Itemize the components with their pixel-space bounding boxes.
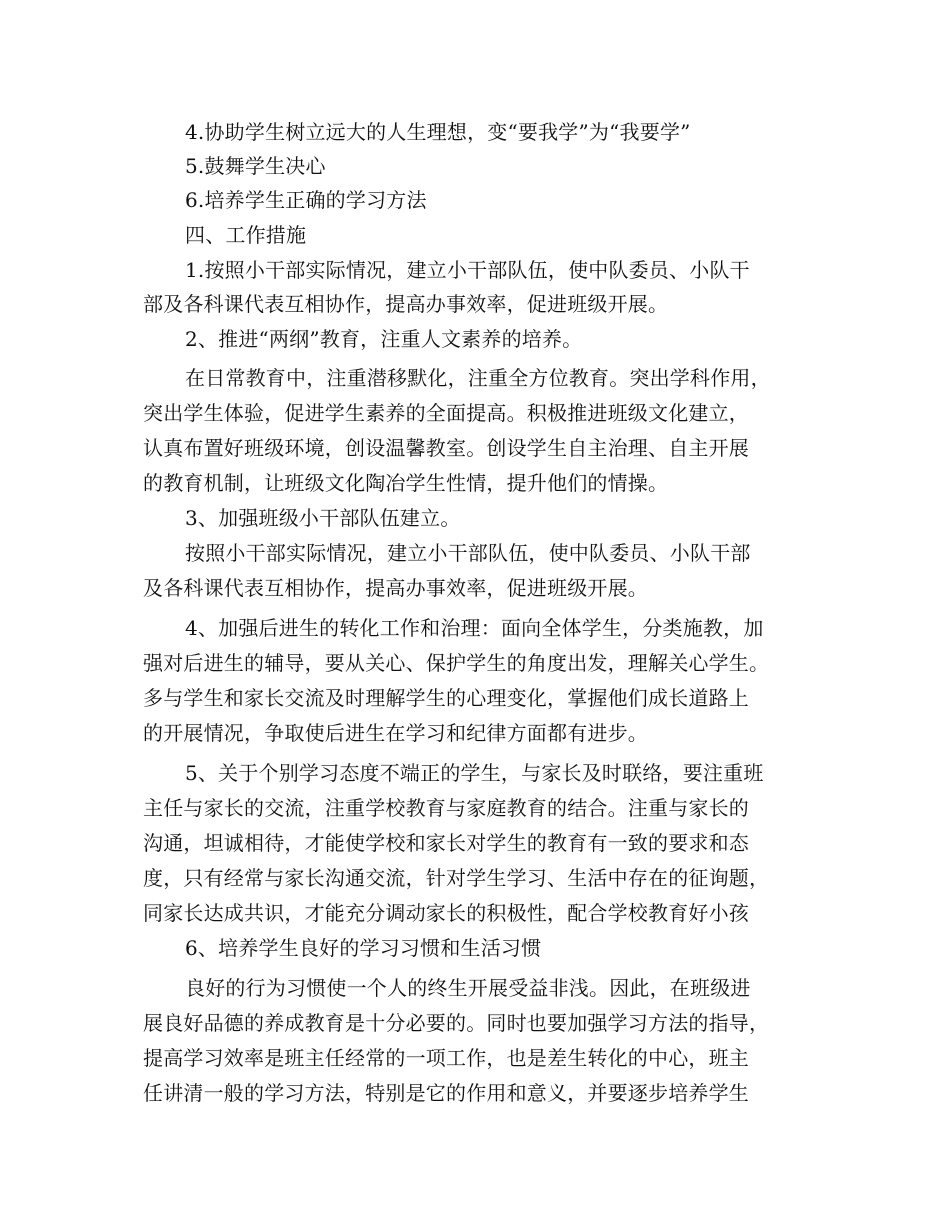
text-line: 强对后进生的辅导，要从关心、保护学生的角度出发，理解关心学生。 [143, 651, 770, 675]
text-line: 展良好品德的养成教育是十分必要的。同时也要加强学习方法的指导， [143, 1011, 770, 1035]
text-line: 按照小干部实际情况，建立小干部队伍，使中队委员、小队干部 [185, 541, 751, 565]
text-line: 4、加强后进生的转化工作和治理：面向全体学生，分类施教，加 [185, 616, 764, 640]
text-line: 6.培养学生正确的学习方法 [185, 188, 427, 212]
text-line: 2、推进“两纲”教育，注重人文素养的培养。 [185, 327, 583, 351]
text-line: 及各科课代表互相协作，提高办事效率，促进班级开展。 [143, 576, 648, 600]
section-heading: 四、工作措施 [185, 223, 307, 247]
text-line: 部及各科课代表互相协作，提高办事效率，促进班级开展。 [143, 292, 669, 316]
text-line: 5.鼓舞学生决心 [185, 154, 326, 178]
text-line: 突出学生体验，促进学生素养的全面提高。积极推进班级文化建立， [143, 401, 749, 425]
text-line: 5、关于个别学习态度不端正的学生，与家长及时联络，要注重班 [185, 761, 764, 785]
text-line: 同家长达成共识，才能充分调动家长的积极性，配合学校教育好小孩 [143, 901, 749, 925]
text-line: 3、加强班级小干部队伍建立。 [185, 506, 461, 530]
text-line: 良好的行为习惯使一个人的终生开展受益非浅。因此，在班级进 [185, 976, 751, 1000]
text-line: 度，只有经常与家长沟通交流，针对学生学习、生活中存在的征询题， [143, 866, 770, 890]
text-line: 主任与家长的交流，注重学校教育与家庭教育的结合。注重与家长的 [143, 796, 749, 820]
text-line: 提高学习效率是班主任经常的一项工作，也是差生转化的中心，班主 [143, 1046, 749, 1070]
text-line: 沟通，坦诚相待，才能使学校和家长对学生的教育有一致的要求和态 [143, 831, 749, 855]
text-line: 的开展情况，争取使后进生在学习和纪律方面都有进步。 [143, 721, 648, 745]
text-line: 1.按照小干部实际情况，建立小干部队伍，使中队委员、小队干 [185, 258, 750, 282]
text-line: 多与学生和家长交流及时理解学生的心理变化，掌握他们成长道路上 [143, 686, 749, 710]
text-line: 4.协助学生树立远大的人生理想，变“要我学”为“我要学” [185, 120, 691, 144]
text-line: 6、培养学生良好的学习习惯和生活习惯 [185, 936, 542, 960]
text-line: 在日常教育中，注重潜移默化，注重全方位教育。突出学科作用， [185, 366, 771, 390]
text-line: 认真布置好班级环境，创设温馨教室。创设学生自主治理、自主开展 [143, 436, 749, 460]
text-line: 任讲清一般的学习方法，特别是它的作用和意义，并要逐步培养学生 [143, 1081, 749, 1105]
text-line: 的教育机制，让班级文化陶冶学生性情，提升他们的情操。 [143, 471, 669, 495]
